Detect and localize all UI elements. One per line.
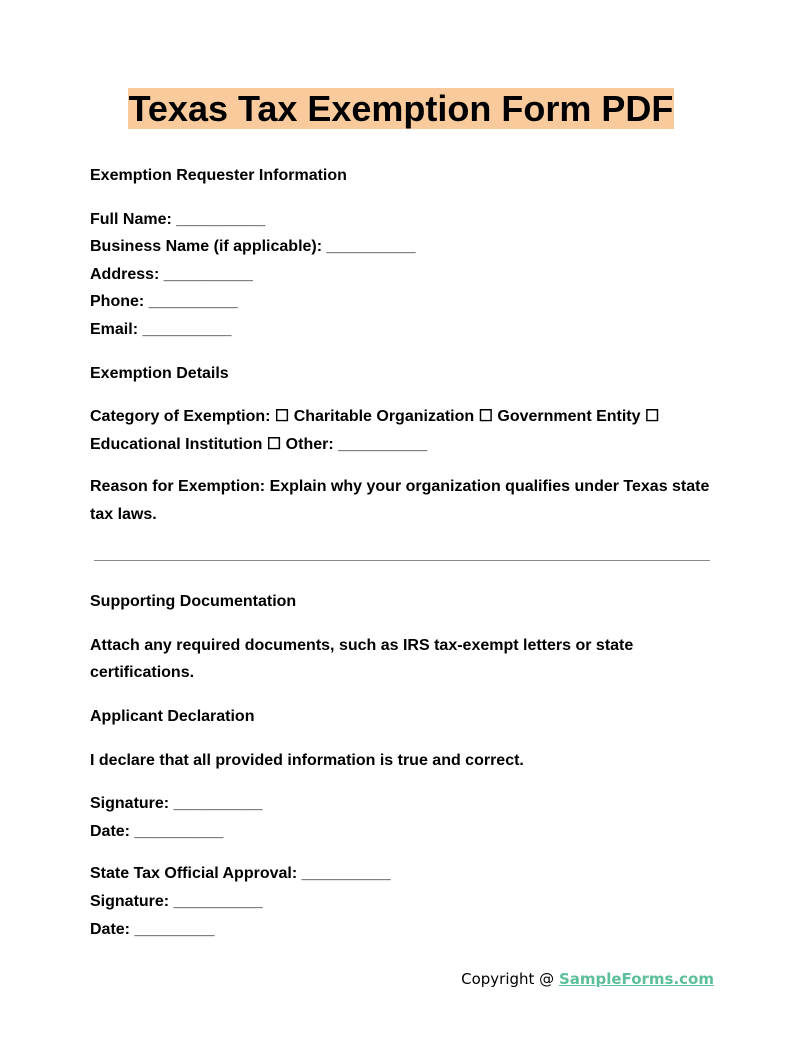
- official-date-field: Date: _________: [90, 921, 215, 938]
- page-title: Texas Tax Exemption Form PDF: [128, 88, 674, 129]
- category-line-1: Category of Exemption: ☐ Charitable Organization ☐ Government Entity ☐: [90, 408, 660, 425]
- official-approval-field: State Tax Official Approval: __________: [90, 865, 391, 882]
- copyright-prefix: Copyright @: [461, 970, 559, 988]
- declaration-statement: I declare that all provided information is true and correct.: [90, 752, 524, 769]
- phone-field: Phone: __________: [90, 293, 238, 310]
- applicant-signature-field: Signature: __________: [90, 795, 263, 812]
- official-signature-field: Signature: __________: [90, 893, 263, 910]
- declaration-heading: Applicant Declaration: [90, 708, 255, 725]
- applicant-date-field: Date: __________: [90, 823, 224, 840]
- email-field: Email: __________: [90, 321, 232, 338]
- reason-answer-line: [94, 560, 710, 561]
- documentation-heading: Supporting Documentation: [90, 593, 297, 610]
- brand-link[interactable]: SampleForms.com: [558, 970, 714, 988]
- documentation-text-1: Attach any required documents, such as IRS tax-exempt letters or state: [90, 637, 634, 654]
- reason-line-2: tax laws.: [90, 506, 157, 523]
- category-line-2: Educational Institution ☐ Other: __________: [90, 436, 428, 453]
- title-container: [0, 88, 802, 129]
- full-name-field: Full Name: __________: [90, 211, 266, 228]
- business-name-field: Business Name (if applicable): __________: [90, 238, 416, 255]
- reason-line-1: Reason for Exemption: Explain why your organization qualifies under Texas state: [90, 478, 710, 495]
- details-heading: Exemption Details: [90, 365, 229, 382]
- requester-heading: Exemption Requester Information: [90, 167, 347, 184]
- address-field: Address: __________: [90, 266, 253, 283]
- documentation-text-2: certifications.: [90, 664, 195, 681]
- copyright-footer: [461, 969, 714, 989]
